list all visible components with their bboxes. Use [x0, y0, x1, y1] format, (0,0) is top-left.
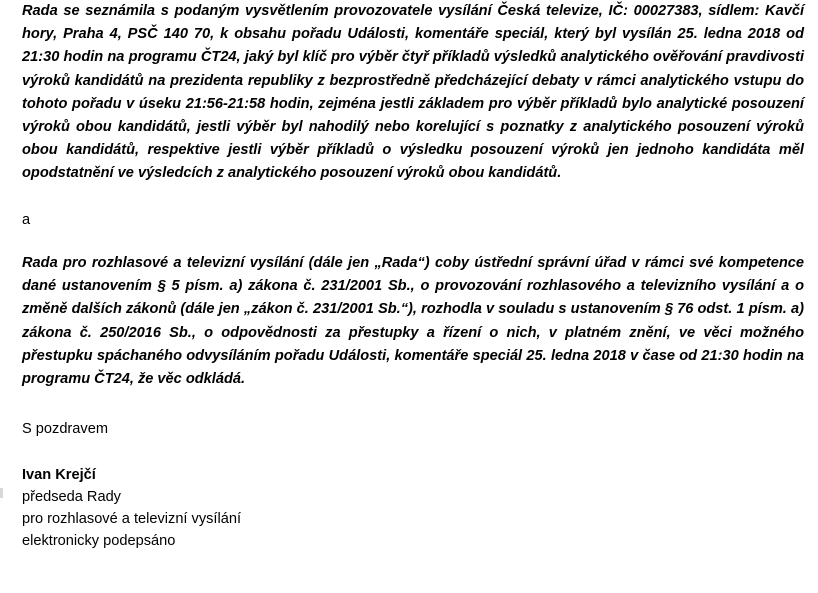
paragraph-decision: Rada pro rozhlasové a televizní vysílání (dále jen „Rada“) coby ústřední správní úřad v rámci své kompetence dané ustanovením § 5 písm. a) zákona č. 231/2001 Sb., o provozování rozhlasového a televizního vysílání a o změně dalších zákonů (dále jen „zákon č. 231/2001 Sb.“), rozhodla v souladu s ustanovením § 76 odst. 1 písm. a) zákona č. 250/2016 Sb., o odpovědnosti za přestupky a řízení o nich, v platném znění, ve věci možného přestupku spáchaného odvysíláním pořadu Události, komentáře speciál 25. ledna 2018 v čase od 21:30 hodin na programu ČT24, že věc odkládá.	[22, 255, 804, 388]
signatory-name: Ivan Krejčí	[22, 467, 96, 483]
conjunction: a	[22, 212, 31, 228]
greeting: S pozdravem	[22, 421, 108, 437]
signatory-title: předseda Rady	[22, 489, 121, 505]
margin-mark	[0, 488, 3, 498]
paragraph-explanation: Rada se seznámila s podaným vysvětlením provozovatele vysílání Česká televize, IČ: 00027383, sídlem: Kavčí hory, Praha 4, PSČ 140 70, k obsahu pořadu Události, komentáře speciál, který byl vysílán 25. ledna 2018 od 21:30 hodin na programu ČT24, jaký byl klíč pro výběr čtyř příkladů výsledků analytického ověřování pravdivosti výroků kandidátů na prezidenta republiky z bezprostředně předcházející debaty v rámci analytického vstupu do tohoto pořadu v úseku 21:56-21:58 hodin, zejména jestli základem pro výběr příkladů bylo analytické posouzení výroků obou kandidátů, jestli výběr byl nahodilý nebo korelující s poznatky z analytického posouzení výroků obou kandidátů, respektive jestli výběr příkladů o výsledku posouzení výroků jen jednoho kandidáta měl opodstatnění ve výsledcích z analytického posouzení výroků obou kandidátů.	[22, 3, 804, 182]
signatory-organization: pro rozhlasové a televizní vysílání	[22, 511, 242, 527]
signature-block	[22, 464, 241, 552]
signature-note: elektronicky podepsáno	[22, 533, 176, 549]
